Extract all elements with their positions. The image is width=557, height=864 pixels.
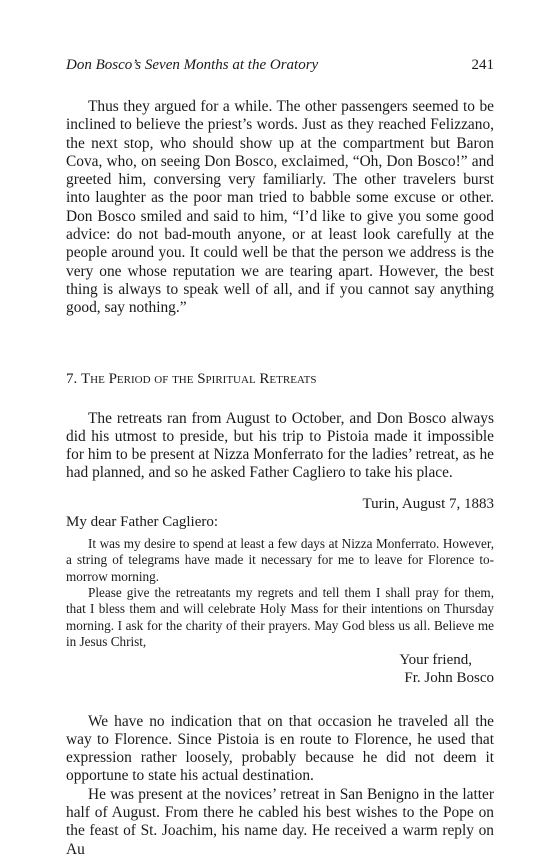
letter-paragraph: It was my desire to spend at least a few days at Nizza Monferrato. However, a string of telegrams have made it necessary for me to leave for Florence tomorrow morning. [66, 535, 494, 584]
opening-paragraph: Thus they argued for a while. The other passengers seemed to be inclined to believe the priest’s words. Just as they reached Felizzano, the next stop, who should show up at the compartment but Baron Cova, who, on seeing Don Bosco, exclaimed, “Oh, Don Bosco!” and greeted him, conversing very familiarly. The other travelers burst into laughter as the poor man tried to babble some excuse or other. Don Bosco smiled and said to him, “I’d like to give you some good advice: do not bad-mouth anyone, or at least look carefully at the people around you. It could well be that the person we address is the very one whose reputation we are tearing apart. However, the best thing is always to speak well of all, and if you cannot say anything good, say nothing.” [66, 98, 494, 317]
section-intro-paragraph: The retreats ran from August to October, and Don Bosco always did his utmost to preside, but his trip to Pistoia made it impossible for him to be present at Nizza Monferrato for the ladies’ retreat, as he had planned, and so he asked Father Cagliero to take his place. [66, 409, 494, 482]
closing-paragraph: We have no indication that on that occasion he traveled all the way to Florence. Since Pistoia is en route to Florence, he used that expression rather loosely, probably because he did not deem it opportune to state his actual destination. [66, 712, 494, 785]
letter-place-date: Turin, August 7, 1883 [362, 495, 494, 512]
section-number: 7. [66, 370, 78, 387]
letter-closing: Your friend, [399, 651, 472, 668]
letter-signature: Fr. John Bosco [404, 669, 494, 686]
page-number: 241 [471, 57, 494, 73]
closing-paragraph: He was present at the novices’ retreat in San Benigno in the latter half of August. From there he cabled his best wishes to the Pope on the feast of St. Joachim, his name day. He received a warm reply on Au [66, 785, 494, 858]
letter-paragraph: Please give the retreatants my regrets and tell them I shall pray for them, that I bless them and will celebrate Holy Mass for their intentions on Thursday morning. I ask for the charity of their prayers. May God bless us all. Believe me in Jesus Christ, [66, 584, 494, 650]
letter-signoff [66, 651, 494, 687]
letter-body [66, 536, 494, 651]
section-title: The Period of the Spiritual Retreats [81, 370, 317, 387]
running-head [66, 56, 494, 74]
book-page [66, 56, 494, 859]
letter [66, 495, 494, 687]
section-heading [66, 370, 494, 388]
letter-salutation: My dear Father Cagliero: [66, 513, 219, 530]
running-title: Don Bosco’s Seven Months at the Oratory [66, 57, 319, 73]
closing-section [66, 713, 494, 859]
